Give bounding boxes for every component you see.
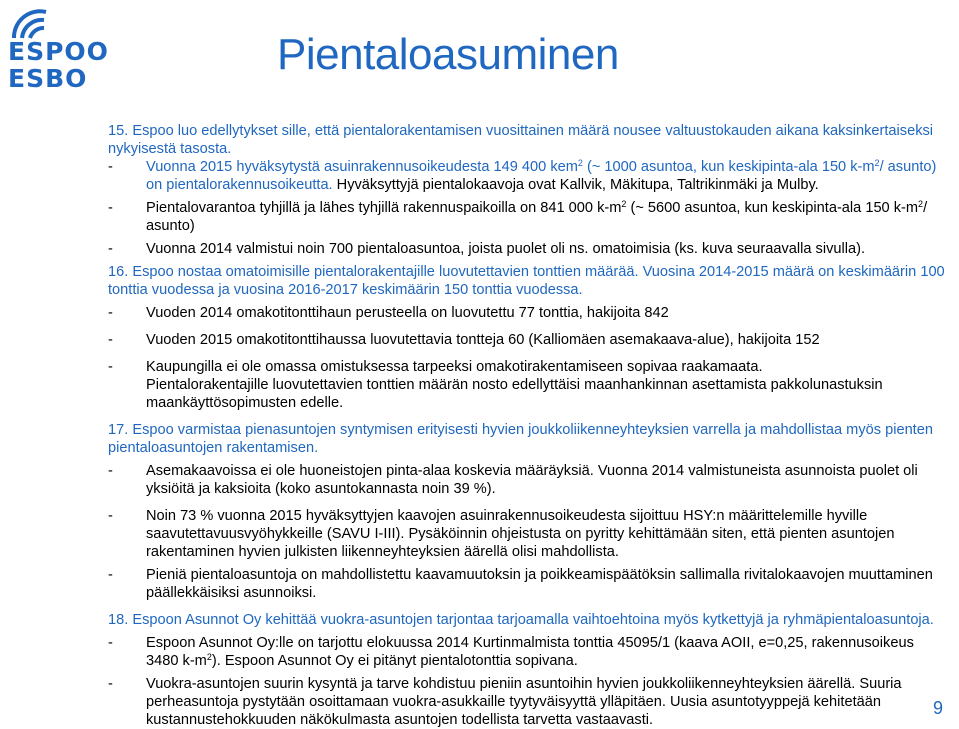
content-body <box>108 122 950 729</box>
bullet-15-1: - Vuonna 2015 hyväksytystä asuinrakennusoikeudesta 149 400 kem$^2$ (~ 1000 asuntoa, kun keskipinta-ala 150 $k-m^2/$ asunto) on pientalorakennusoikeutta. Hyväksyttyjä pientalokaavoja ovat Kallvik, Mäkitupa, Taltrikinmäki ja Mulby. <box>108 158 937 193</box>
bullet-18-1: - Espoon Asunnot Oy:lle on tarjottu elokuussa 2014 Kurtinmalmista tonttia 45095/1 (kaava AOII, e=0,25, rakennusoikeus 3480 $k-m^2$). Espoon Asunnot Oy ei pitänyt pientalotonttia sopivana. <box>108 635 914 669</box>
bullet-17-2: - Noin 73 % vuonna 2015 hyväksyttyjen kaavojen asuinrakennusoikeudesta sijoittuu HSY:n määrittelemille hyville saavutettavuusvyöhykkeille (SAVU I-III). Pysäköinnin ohjeistusta on pyritty kehittämään siten, että pienten asuntojen rakentaminen hyvien julkisten liikenneyhteyksien äärellä olisi mahdollista. <box>108 508 895 560</box>
section-18: 18. Espoon Asunnot Oy kehittää vuokra-asuntojen tarjontaa tarjoamalla vaihtoehtoina myös kytkettyjä ja ryhmäpientaloasuntoja. <box>108 612 934 628</box>
section-15: 15. Espoo luo edellytykset sille, että pientalorakentamisen vuosittainen määrä nousee valtuustokauden aikana kaksinkertaiseksi nykyisestä tasosta. <box>108 123 934 157</box>
espoo-logo <box>8 38 109 92</box>
bullet-dash: - <box>108 159 113 175</box>
bullet-16-2: - Vuoden 2015 omakotitonttihaussa luovutettavia tontteja 60 (Kalliomäen asemakaava-alue), hakijoita 152 <box>108 332 820 348</box>
logo-line-2: ESBO <box>8 64 88 93</box>
bullet-17-3: - Pieniä pientaloasuntoja on mahdollistettu kaavamuutoksin ja poikkeamispäätöksin sallimalla rivitalokaavojen muuttaminen päällekkäisiksi asunnoiksi. <box>108 567 933 601</box>
bullet-16-1: - Vuoden 2014 omakotitonttihaun perusteella on luovutettu 77 tonttia, hakijoita 842 <box>108 305 669 321</box>
section-16: 16. Espoo nostaa omatoimisille pientalorakentajille luovutettavien tonttien määrää. Vuosina 2014-2015 määrä on keskimäärin 100 tonttia vuodessa ja vuosina 2016-2017 keskimäärin 150 tonttia vuodessa. <box>108 264 945 298</box>
bullet-15-3: - Vuonna 2014 valmistui noin 700 pientaloasuntoa, joista puolet oli ns. omatoimisia (ks. kuva seuraavalla sivulla). <box>108 241 866 257</box>
bullet-18-2: - Vuokra-asuntojen suurin kysyntä ja tarve kohdistuu pieniin asuntoihin hyvien joukkoliikenneyhteyksien äärellä. Suuria perheasuntoja pystytään osoittamaan vuokra-asukkaille tyytyväisyyttä ylläpitäen. Uusia asuntotyyppejä kehitetään kustannustehokkuuden näkökulmasta asuntojen todellista tarvetta vastaavasti. <box>108 676 902 728</box>
page-title: Pientaloasuminen <box>277 30 619 79</box>
page-number: 9 <box>932 698 943 718</box>
bullet-15-2: - Pientalovarantoa tyhjillä ja lähes tyhjillä rakennuspaikoilla on 841 000 $k-m^2$ (~ 5600 asuntoa, kun keskipinta-ala 150 $k-m^2/$ asunto) <box>108 199 928 234</box>
logo-arcs-icon <box>8 2 78 42</box>
bullet-17-1: - Asemakaavoissa ei ole huoneistojen pinta-alaa koskevia määräyksiä. Vuonna 2014 valmistuneista asunnoista puolet oli yksiöitä ja kaksioita (koko asuntokannasta noin 39 %). <box>108 463 918 497</box>
section-17: 17. Espoo varmistaa pienasuntojen syntymisen erityisesti hyvien joukkoliikenneyhteyksien varrella ja mahdollistaa myös pienten pientaloasuntojen rakentamisen. <box>108 422 933 456</box>
bullet-16-3: - Kaupungilla ei ole omassa omistuksessa tarpeeksi omakotirakentamiseen sopivaa raakamaata. Pientalorakentajille luovutettavien tonttien määrän nosto edellyttäisi maanhankinnan asettamista pakkolunastuksin maankäyttösopimusten edelle. <box>108 359 883 411</box>
logo-line-1: ESPOO <box>8 37 109 66</box>
